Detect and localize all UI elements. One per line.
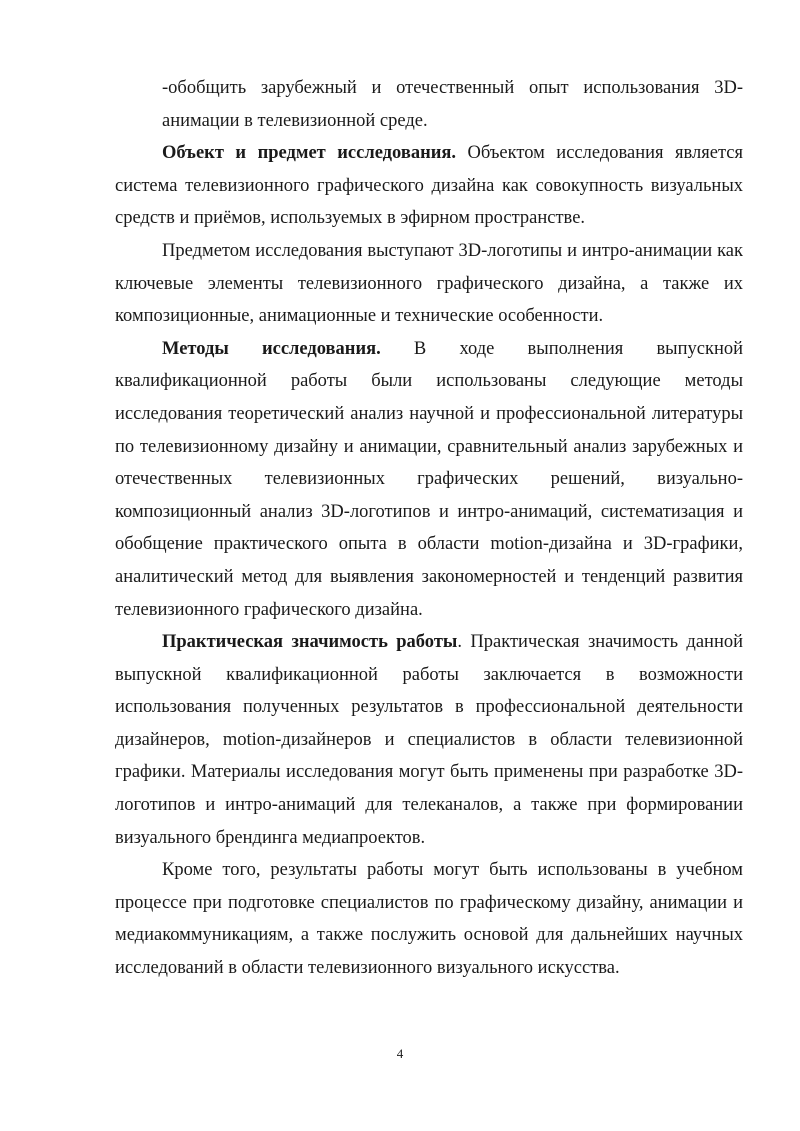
document-page	[115, 72, 743, 985]
paragraph-text: -обобщить зарубежный и отечественный опыт использования 3D-анимации в телевизионной среде.	[162, 78, 743, 131]
paragraph-practical-significance	[115, 626, 743, 854]
paragraph-heading: Методы исследования.	[162, 338, 381, 359]
paragraph-text: Кроме того, результаты работы могут быть использованы в учебном процессе при подготовке специалистов по графическому дизайну, анимации и медиакоммуникациям, а также послужить основой для дальнейших научных исследований в области телевизионного визуального искусства.	[115, 860, 743, 979]
paragraph-heading: Практическая значимость работы	[162, 632, 458, 653]
paragraph-object-subject	[115, 137, 743, 235]
paragraph-text: Предметом исследования выступают 3D-логотипы и интро-анимации как ключевые элементы телевизионного графического дизайна, а также их композиционные, анимационные и технические особенности.	[115, 240, 743, 327]
paragraph-text: . Практическая значимость данной выпускной квалификационной работы заключается в возможности использования полученных результатов в профессиональной деятельности дизайнеров, motion-дизайнеров и специалистов в области телевизионной графики. Материалы исследования могут быть применены при разработке 3D-логотипов и интро-анимаций для телеканалов, а также при формировании визуального брендинга медиапроектов.	[115, 632, 743, 848]
paragraph-text: Объектом исследования является система телевизионного графического дизайна как совокупность визуальных средств и приёмов, используемых в эфирном пространстве.	[115, 143, 743, 229]
paragraph-methods	[115, 333, 743, 626]
paragraph-text: В ходе выполнения выпускной квалификационной работы были использованы следующие методы исследования теоретический анализ научной и профессиональной литературы по телевизионному дизайну и анимации, сравнительный анализ зарубежных и отечественных телевизионных графических решений, визуально-композиционный анализ 3D-логотипов и интро-анимаций, систематизация и обобщение практического опыта в области motion-дизайна и 3D-графики, аналитический метод для выявления закономерностей и тенденций развития телевизионного графического дизайна.	[115, 338, 744, 620]
paragraph-subject	[115, 235, 743, 333]
paragraph-goal-item	[115, 72, 743, 137]
paragraph-additional	[115, 854, 743, 984]
paragraph-heading: Объект и предмет исследования.	[162, 143, 457, 164]
page-number: 4	[396, 1046, 404, 1061]
